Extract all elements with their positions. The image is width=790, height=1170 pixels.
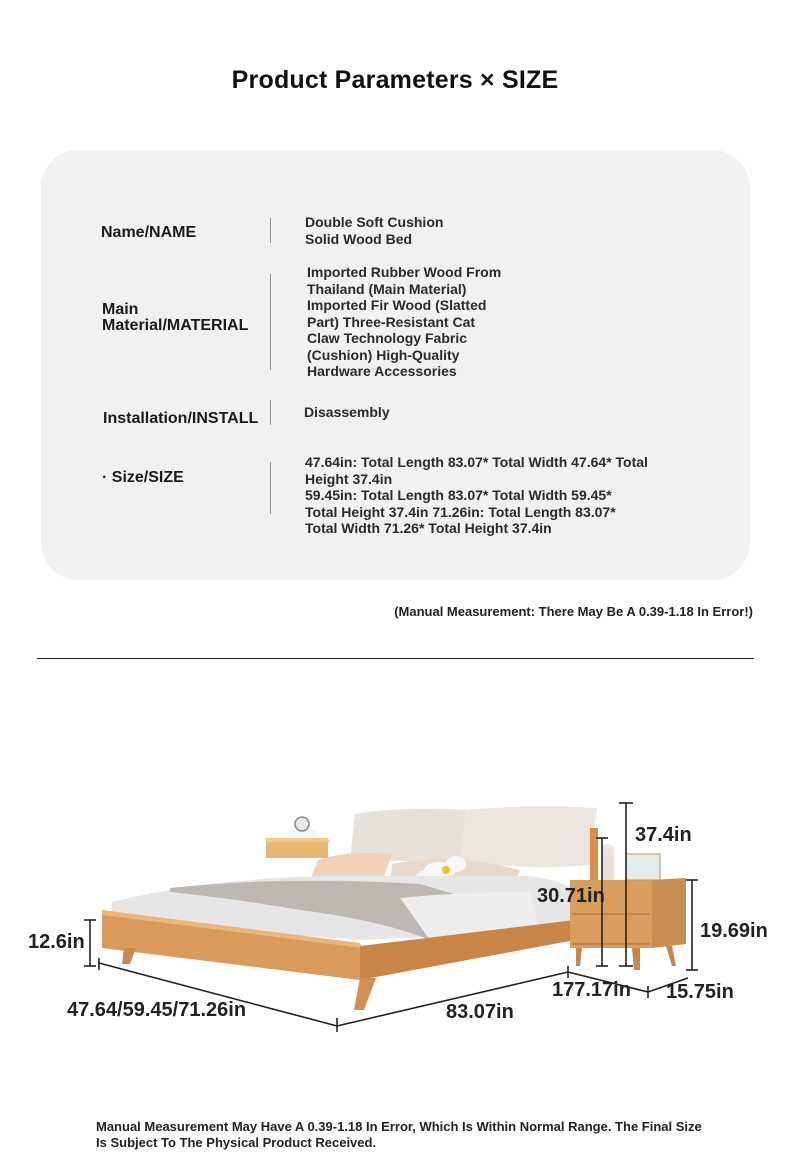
bed-dimension-figure [0, 780, 790, 1040]
param-label-size: · Size/SIZE [102, 469, 184, 486]
divider [270, 400, 271, 425]
dim-bed-length: 83.07in [446, 1001, 514, 1023]
dim-headboard-height: 30.71in [537, 885, 605, 907]
param-value-name: Double Soft Cushion Solid Wood Bed [305, 214, 444, 247]
dim-nightstand-depth: 15.75in [666, 981, 734, 1003]
dim-bed-frame-height: 12.6in [28, 931, 85, 953]
dim-nightstand-height: 19.69in [700, 920, 768, 942]
dim-bed-width: 47.64/59.45/71.26in [67, 999, 247, 1021]
param-label-material: Main Material/MATERIAL [102, 301, 249, 334]
param-label-installation: Installation/INSTALL [103, 410, 259, 427]
param-value-size: 47.64in: Total Length 83.07* Total Width 47.64* Total Height 37.4in 59.45in: Total Length 83.07* Total Width 59.45* Total Height 37.4in 71.26in: Total Length 83.07* Total Width 71.26* Total Height 37.4in [305, 454, 648, 536]
page-title: Product Parameters × SIZE [231, 66, 559, 94]
param-value-material: Imported Rubber Wood From Thailand (Main Material) Imported Fir Wood (Slatted Part) Three-Resistant Cat Claw Technology Fabric (Cushion) High-Quality Hardware Accessories [307, 264, 502, 379]
section-divider [37, 658, 754, 659]
disclaimer-note: Manual Measurement May Have A 0.39-1.18 In Error, Which Is Within Normal Range. The Final Size Is Subject To The Physical Product Received. [96, 1119, 702, 1150]
param-label-name: Name/NAME [101, 224, 197, 241]
dim-nightstand-width: 177.17in [552, 979, 631, 1001]
measurement-note: (Manual Measurement: There May Be A 0.39-1.18 In Error!) [394, 604, 753, 619]
left-nightstand-icon [266, 817, 330, 858]
divider [270, 274, 271, 370]
param-value-installation: Disassembly [304, 404, 390, 420]
divider [270, 462, 271, 514]
dim-total-height: 37.4in [635, 824, 692, 846]
parameters-card [41, 150, 750, 580]
divider [270, 218, 271, 243]
